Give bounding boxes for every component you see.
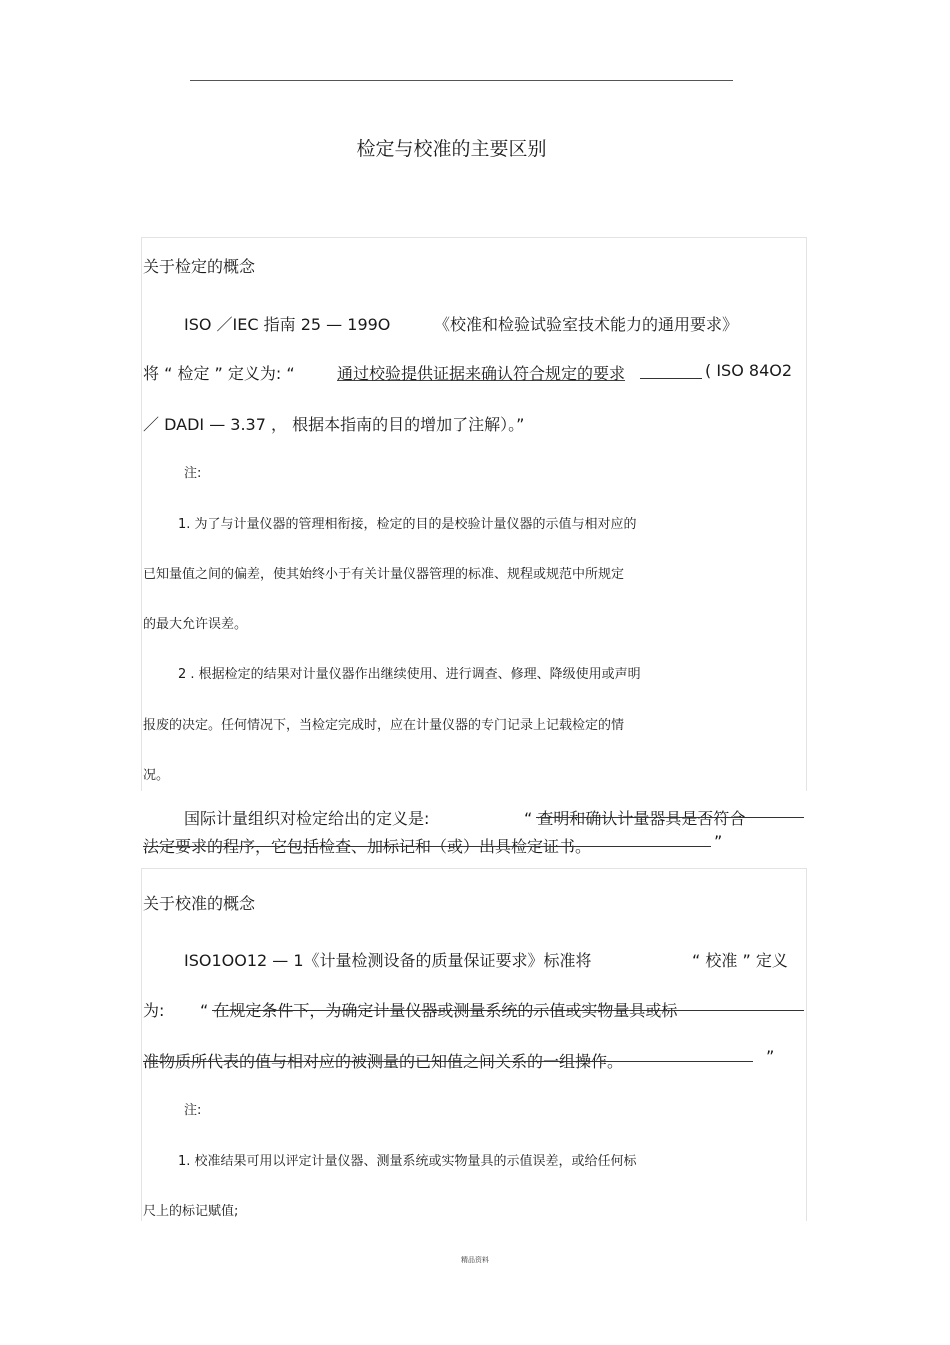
section-verification-heading: 关于检定的概念	[143, 257, 256, 276]
oiml-definition-quote-2: 法定要求的程序，它包括检查、加标记和（或）出具检定证书。	[143, 837, 592, 856]
note-line: 的最大允许误差。	[143, 617, 248, 632]
note-line: 1. 校准结果可用以评定计量仪器、测量系统或实物量具的示值误差，或给任何标	[178, 1154, 637, 1169]
page-title: 检定与校准的主要区别	[356, 138, 547, 160]
iso-guide-reference: ISO ／IEC 指南 25 — 199O	[184, 315, 391, 334]
strike-line	[143, 846, 711, 847]
strike-line	[143, 1061, 753, 1062]
underline-extension	[640, 378, 702, 379]
note-line: 1. 为了与计量仪器的管理相衔接，检定的目的是校验计量仪器的示值与相对应的	[178, 517, 637, 532]
verification-definition-continued: ／ DADI — 3.37 ， 根据本指南的目的增加了注解）。”	[143, 415, 525, 434]
calibration-definition-quote-1: “ 在规定条件下，为确定计量仪器或测量系统的示值或实物量具或标	[200, 1001, 678, 1020]
oiml-definition-quote-1: “ 查明和确认计量器具是否符合	[524, 809, 746, 828]
note-line: 已知量值之间的偏差，使其始终小于有关计量仪器管理的标准、规程或规范中所规定	[143, 567, 625, 582]
top-rule	[190, 80, 733, 81]
section-calibration-heading: 关于校准的概念	[143, 894, 256, 913]
oiml-definition-lead: 国际计量组织对检定给出的定义是:	[184, 809, 430, 828]
calibration-definition-lead: 为:	[143, 1001, 165, 1020]
strike-line	[536, 817, 804, 818]
note-line: 2 . 根据检定的结果对计量仪器作出继续使用、进行调查、修理、降级使用或声明	[178, 667, 641, 682]
calibration-term: “ 校准 ” 定义	[692, 951, 788, 970]
oiml-definition-close: ”	[714, 832, 723, 851]
note-label-1: 注:	[184, 466, 202, 481]
iso-guide-title: 《校准和检验试验室技术能力的通用要求》	[434, 315, 739, 334]
verification-definition-tail: ( ISO 84O2	[705, 361, 793, 380]
footer-text: 精品资料	[461, 1256, 489, 1264]
strike-line	[212, 1010, 804, 1011]
note-line: 尺上的标记赋值;	[143, 1204, 239, 1219]
calibration-definition-close: ”	[766, 1047, 775, 1066]
iso10012-reference: ISO1OO12 — 1《计量检测设备的质量保证要求》标准将	[184, 951, 592, 970]
verification-definition-quote: 通过校验提供证据来确认符合规定的要求	[337, 364, 626, 383]
verification-definition-lead: 将 “ 检定 ” 定义为: “	[143, 364, 295, 383]
note-line: 况。	[143, 768, 170, 783]
calibration-definition-quote-2: 准物质所代表的值与相对应的被测量的已知值之间关系的一组操作。	[143, 1052, 624, 1071]
note-line: 报废的决定。任何情况下，当检定完成时，应在计量仪器的专门记录上记载检定的情	[143, 718, 625, 733]
note-label-2: 注:	[184, 1103, 202, 1118]
